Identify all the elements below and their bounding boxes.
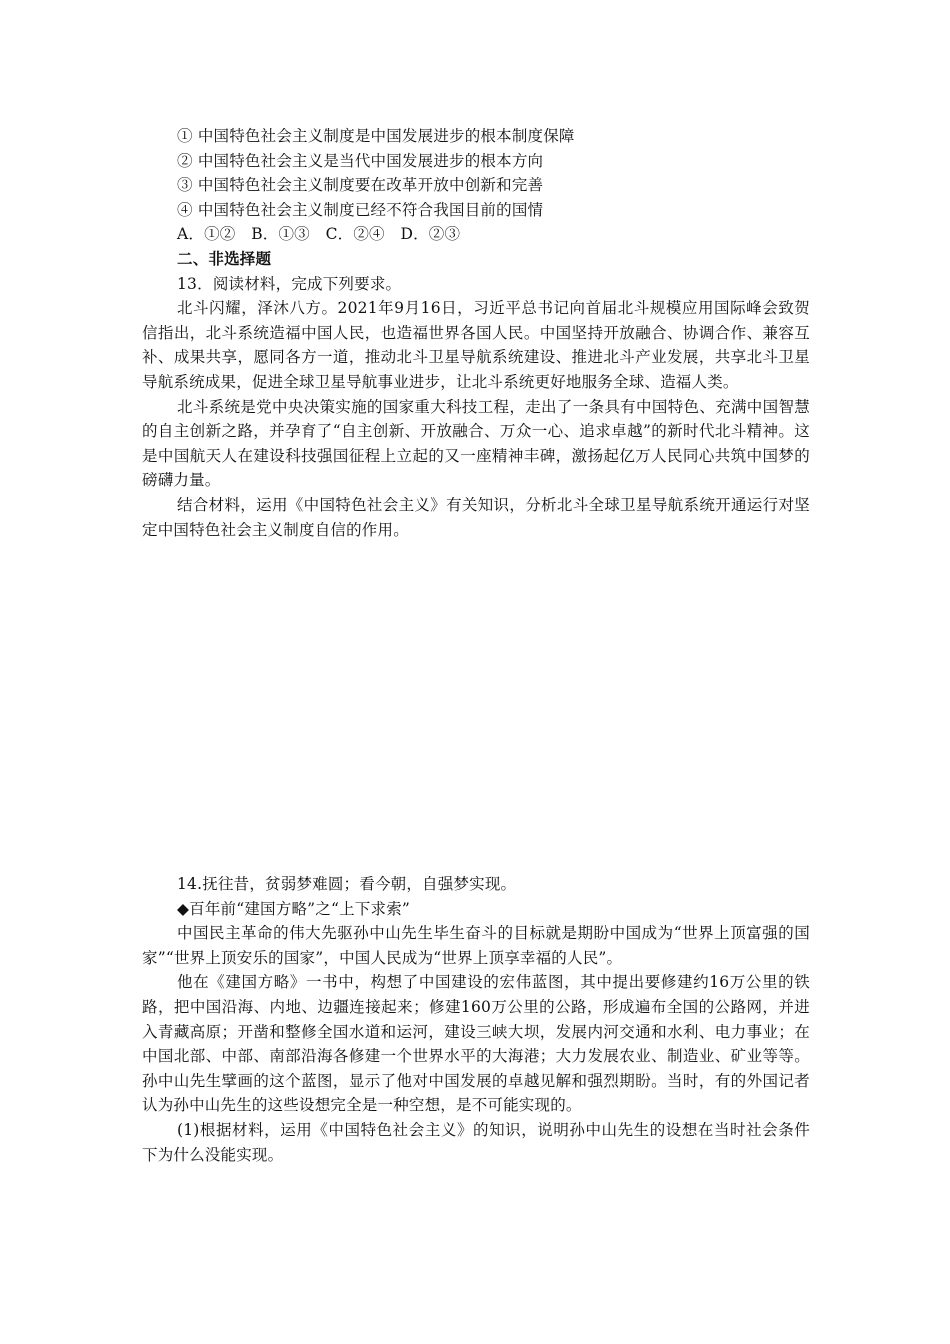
statement-3: ③ 中国特色社会主义制度要在改革开放中创新和完善	[177, 176, 544, 195]
question-14-material-1: 中国民主革命的伟大先驱孙中山先生毕生奋斗的目标就是期盼中国成为“世界上顶富强的国家”“世界上顶安乐的国家”，中国人民成为“世界上顶享幸福的人民”。	[142, 924, 810, 967]
question-13-material-2: 北斗系统是党中央决策实施的国家重大科技工程，走出了一条具有中国特色、充满中国智慧的自主创新之路，并孕育了“自主创新、开放融合、万众一心、追求卓越”的新时代北斗精神。这是中国航天人在建设科技强国征程上立起的又一座精神丰碑，激扬起亿万人民同心共筑中国梦的磅礴力量。	[142, 397, 810, 490]
question-14-material-2: 他在《建国方略》一书中，构想了中国建设的宏伟蓝图，其中提出要修建约16万公里的铁路，把中国沿海、内地、边疆连接起来；修建160万公里的公路，形成遍布全国的公路网，并进入青藏高原；开凿和整修全国水道和运河，建设三峡大坝，发展内河交通和水利、电力事业；在中国北部、中部、南部沿海各修建一个世界水平的大海港；大力发展农业、制造业、矿业等等。孙中山先生擘画的这个蓝图，显示了他对中国发展的卓越见解和强烈期盼。当时，有的外国记者认为孙中山先生的这些设想完全是一种空想，是不可能实现的。	[142, 973, 810, 1115]
question-13-material-1: 北斗闪耀，泽沐八方。2021年9月16日，习近平总书记向首届北斗规模应用国际峰会致贺信指出，北斗系统造福中国人民，也造福世界各国人民。中国坚持开放融合、协调合作、兼容互补、成果共享，愿同各方一道，推动北斗卫星导航系统建设、推进北斗产业发展，共享北斗卫星导航系统成果，促进全球卫星导航事业进步，让北斗系统更好地服务全球、造福人类。	[142, 299, 810, 391]
section-title: 二、非选择题	[177, 248, 272, 268]
question-14-stem: 14.抚往昔，贫弱梦难圆；看今朝，自强梦实现。	[177, 875, 517, 893]
statement-1: ① 中国特色社会主义制度是中国发展进步的根本制度保障	[177, 127, 575, 145]
question-14-sub-question-1: (1)根据材料，运用《中国特色社会主义》的知识，说明孙中山先生的设想在当时社会条件下为什么没能实现。	[142, 1120, 810, 1164]
answer-options: A．①② B．①③ C．②④ D．②③	[177, 225, 461, 244]
statement-4: ④ 中国特色社会主义制度已经不符合我国目前的国情	[177, 200, 544, 219]
question-14-block	[142, 872, 810, 1167]
question-14-subheading: ◆百年前“建国方略”之“上下求索”	[177, 899, 411, 918]
question-13-stem: 13．阅读材料，完成下列要求。	[177, 274, 402, 293]
question-13-prompt: 结合材料，运用《中国特色社会主义》有关知识，分析北斗全球卫星导航系统开通运行对坚定中国特色社会主义制度自信的作用。	[142, 495, 810, 539]
statement-2: ② 中国特色社会主义是当代中国发展进步的根本方向	[177, 151, 544, 170]
question-12-block	[142, 124, 810, 542]
